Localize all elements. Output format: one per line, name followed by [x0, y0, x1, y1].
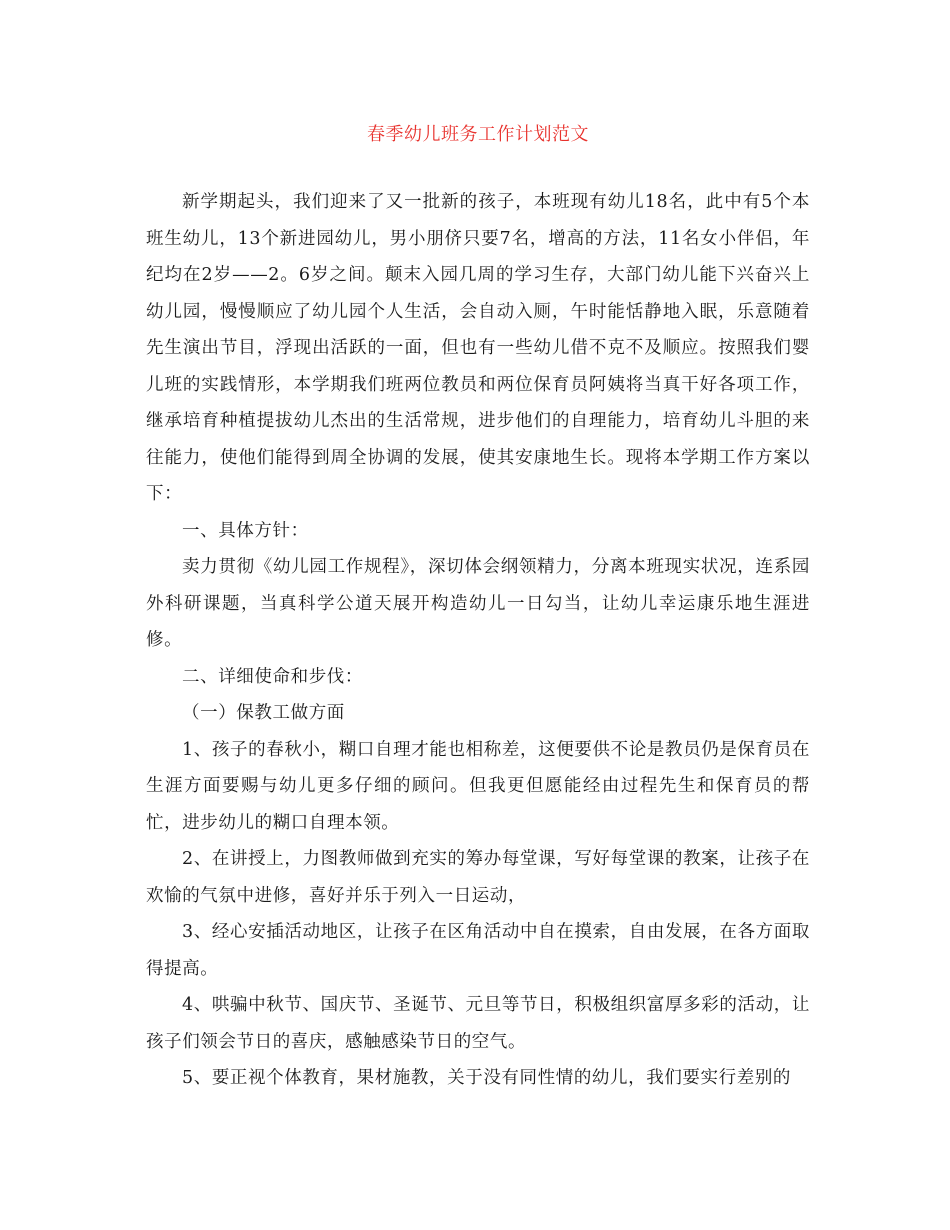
- list-item-3: 3、经心安插活动地区，让孩子在区角活动中自在摸索，自由发展，在各方面取得提高。: [146, 922, 810, 979]
- heading-section-2: 二、详细使命和步伐：: [182, 666, 363, 687]
- list-item-5: 5、要正视个体教育，果材施教，关于没有同性情的幼儿，我们要实行差别的: [182, 1068, 792, 1088]
- heading-section-1: 一、具体方针：: [182, 520, 309, 541]
- document-body: [146, 184, 810, 1097]
- list-item-4: 4、哄骗中秋节、国庆节、圣诞节、元旦等节日，积极组织富厚多彩的活动，让孩子们领会节日的喜庆，感触感染节日的空气。: [146, 995, 810, 1052]
- subheading-care-education: （一）保教工做方面: [182, 703, 345, 723]
- list-item-1: 1、孩子的春秋小，糊口自理才能也相称差，这便要供不论是教员仍是保育员在生涯方面要赐与幼儿更多仔细的顾问。但我更但愿能经由过程先生和保育员的帮忙，进步幼儿的糊口自理本领。: [146, 739, 810, 833]
- document-title: 春季幼儿班务工作计划范文: [367, 124, 589, 145]
- paragraph-intro: 新学期起头，我们迎来了又一批新的孩子，本班现有幼儿18名，此中有5个本班生幼儿，13个新进园幼儿，男小朋侪只要7名，增高的方法，11名女小伴侣，年纪均在2岁——2。6岁之间。颠末入园几周的学习生存，大部门幼儿能下兴奋兴上幼儿园，慢慢顺应了幼儿园个人生活，会自动入厕，午时能恬静地入眠，乐意随着先生演出节目，浮现出活跃的一面，但也有一些幼儿借不克不及顺应。按照我们婴儿班的实践情形，本学期我们班两位教员和两位保育员阿姨将当真干好各项工作，继承培育种植提拔幼儿杰出的生活常规，进步他们的自理能力，培育幼儿斗胆的来往能力，使他们能得到周全协调的发展，使其安康地生长。现将本学期工作方案以下：: [146, 192, 810, 504]
- paragraph-goals: 卖力贯彻《幼儿园工作规程》，深切体会纲领精力，分离本班现实状况，连系园外科研课题，当真科学公道天展开构造幼儿一日勾当，让幼儿幸运康乐地生涯进修。: [146, 557, 810, 650]
- list-item-2: 2、在讲授上，力图教师做到充实的筹办每堂课，写好每堂课的教案，让孩子在欢愉的气氛中进修，喜好并乐于列入一日运动，: [146, 849, 810, 906]
